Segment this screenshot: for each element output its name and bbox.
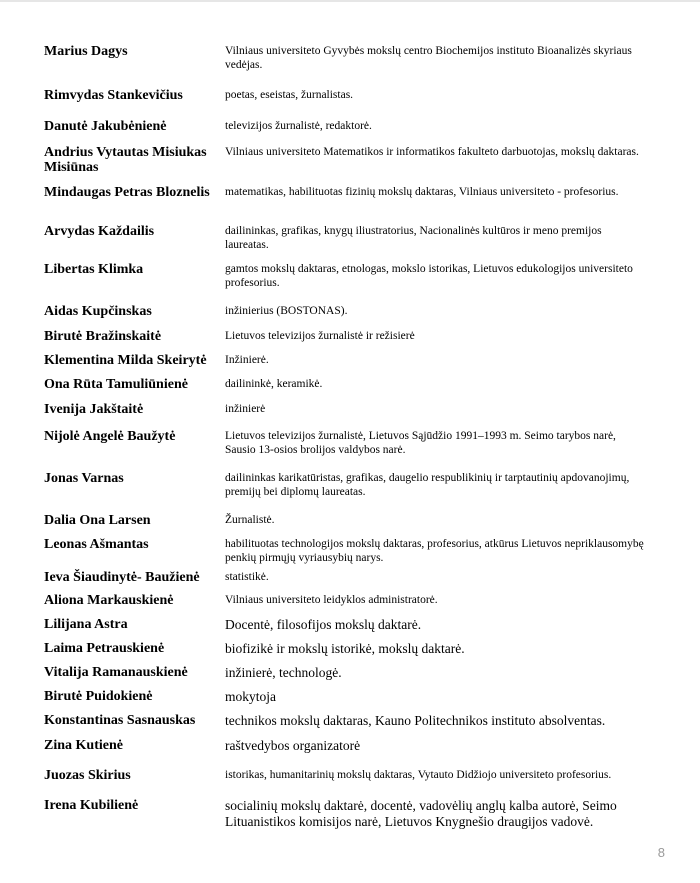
person-description: Lietuvos televizijos žurnalistė, Lietuvos Sąjūdžio 1991–1993 m. Seimo tarybos narė, Sausio 13-osios brolijos valdybos narė. [225, 430, 616, 456]
person-name: Ivenija Jakštaitė [44, 402, 144, 417]
person-description: Vilniaus universiteto leidyklos administratorė. [225, 594, 438, 606]
person-description: istorikas, humanitarinių mokslų daktaras, Vytauto Didžiojo universiteto profesorius. [225, 769, 612, 781]
person-name: Aidas Kupčinskas [44, 304, 152, 319]
person-description: dailininkas karikatūristas, grafikas, daugelio respublikinių ir tarptautinių apdovanojimų, premijų bei diplomų laureatas. [225, 472, 630, 498]
person-name: Birutė Bražinskaitė [44, 329, 162, 344]
person-description: Inžinierė. [225, 354, 269, 366]
person-name: Andrius Vytautas Misiukas Misiūnas [44, 145, 207, 175]
person-name: Ieva Šiaudinytė- Baužienė [44, 570, 200, 585]
person-description: habilituotas technologijos mokslų daktaras, profesorius, atkūrus Lietuvos nepriklausomybę penkių pirmųjų vyriausybių narys. [225, 538, 644, 564]
person-description: matematikas, habilituotas fizinių mokslų daktaras, Vilniaus universiteto - profesorius. [225, 186, 619, 198]
person-name: Laima Petrauskienė [44, 641, 165, 656]
person-description: Vilniaus universiteto Matematikos ir informatikos fakulteto darbuotojas, mokslų daktaras. [225, 146, 639, 158]
person-description: inžinierė [225, 403, 266, 415]
person-name: Zina Kutienė [44, 738, 123, 753]
person-description: mokytoja [225, 689, 276, 704]
person-name: Juozas Skirius [44, 768, 131, 783]
person-description: Docentė, filosofijos mokslų daktarė. [225, 617, 422, 632]
person-name: Danutė Jakubėnienė [44, 119, 167, 134]
person-name: Aliona Markauskienė [44, 593, 174, 608]
person-name: Marius Dagys [44, 44, 128, 59]
person-name: Libertas Klimka [44, 262, 144, 277]
person-name: Rimvydas Stankevičius [44, 88, 183, 103]
person-name: Leonas Ašmantas [44, 537, 149, 552]
person-description: biofizikė ir mokslų istorikė, mokslų daktarė. [225, 641, 465, 656]
person-name: Nijolė Angelė Baužytė [44, 429, 176, 444]
page-number: 8 [657, 845, 665, 860]
person-description: technikos mokslų daktaras, Kauno Politechnikos instituto absolventas. [225, 713, 606, 728]
person-name: Konstantinas Sasnauskas [44, 713, 196, 728]
person-name: Jonas Varnas [44, 471, 124, 486]
person-name: Dalia Ona Larsen [44, 513, 151, 528]
person-description: poetas, eseistas, žurnalistas. [225, 89, 354, 101]
person-name: Ona Rūta Tamuliūnienė [44, 377, 188, 392]
person-name: Mindaugas Petras Bloznelis [44, 185, 210, 200]
person-description: socialinių mokslų daktarė, docentė, vadovėlių anglų kalba autorė, Seimo Lituanistikos komisijos narė, Lietuvos Knygnešio draugijos vadovė. [225, 798, 617, 829]
person-description: statistikė. [225, 571, 269, 583]
person-description: televizijos žurnalistė, redaktorė. [225, 120, 372, 132]
person-description: dailininkė, keramikė. [225, 378, 323, 390]
person-name: Irena Kubilienė [44, 798, 139, 813]
person-description: inžinierius (BOSTONAS). [225, 305, 348, 317]
person-description: Lietuvos televizijos žurnalistė ir režisierė [225, 330, 415, 342]
person-description: inžinierė, technologė. [225, 665, 342, 680]
person-description: Žurnalistė. [225, 514, 275, 526]
person-description: dailininkas, grafikas, knygų iliustratorius, Nacionalinės kultūros ir meno premijos laureatas. [225, 225, 602, 251]
person-name: Lilijana Astra [44, 617, 128, 632]
person-description: Vilniaus universiteto Gyvybės mokslų centro Biochemijos instituto Bioanalizės skyriaus vedėjas. [225, 45, 632, 71]
person-description: raštvedybos organizatorė [225, 738, 361, 753]
person-name: Klementina Milda Skeirytė [44, 353, 207, 368]
person-name: Birutė Puidokienė [44, 689, 153, 704]
person-name: Arvydas Každailis [44, 224, 155, 239]
person-name: Vitalija Ramanauskienė [44, 665, 188, 680]
person-description: gamtos mokslų daktaras, etnologas, mokslo istorikas, Lietuvos edukologijos universiteto profesorius. [225, 263, 633, 289]
